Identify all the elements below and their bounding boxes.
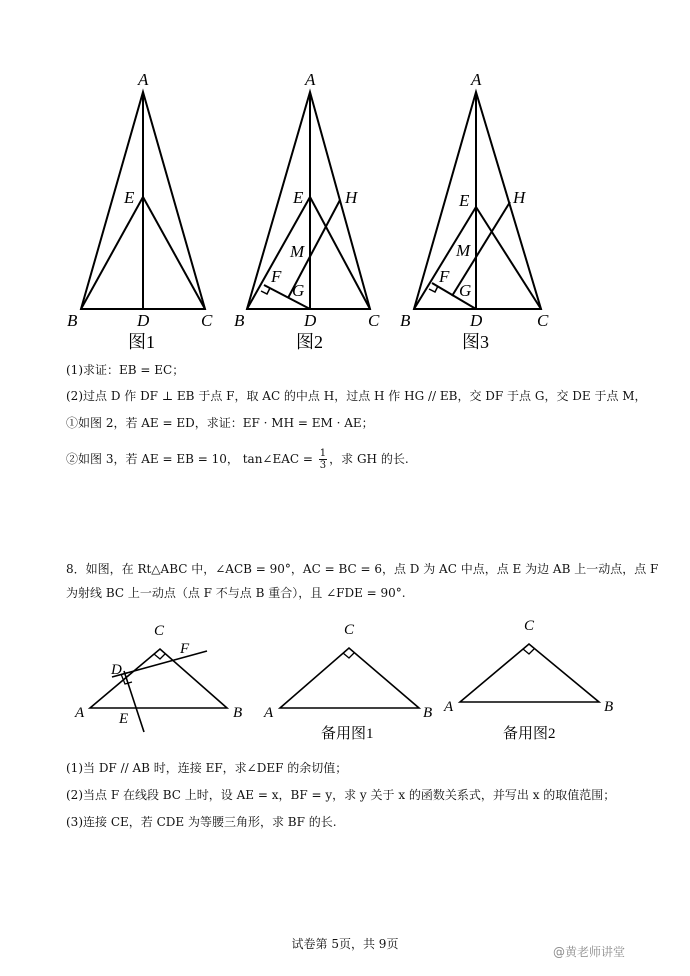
backup2-right-angle-mark	[523, 649, 534, 654]
fig1-label-A: A	[138, 70, 149, 89]
fig2-caption: 图2	[296, 332, 323, 352]
fig3-label-D: D	[470, 311, 483, 330]
q7-fraction-denominator: 3	[319, 460, 327, 471]
fig3-caption: 图3	[462, 332, 489, 352]
fig3-label-E: E	[459, 191, 470, 210]
fig1-caption: 图1	[128, 332, 155, 352]
q8-part2: (2)当点 F 在线段 BC 上时，设 AE = x，BF = y，求 y 关于 x 的函数关系式，并写出 x 的取值范围；	[66, 788, 616, 802]
fig2-label-H: H	[345, 188, 358, 207]
q7-fraction	[319, 448, 327, 471]
fig2-segment-EC	[310, 197, 370, 309]
q8-segment-DF	[112, 651, 207, 677]
backup1-label-C: C	[344, 622, 355, 638]
fig2-label-G: G	[292, 281, 305, 300]
backup2-label-C: C	[524, 618, 535, 634]
fig1-label-D: D	[137, 311, 150, 330]
q8-label-E: E	[119, 711, 129, 727]
fig3-label-C: C	[537, 311, 549, 330]
q7-sub1: ①如图 2，若 AE = ED，求证：EF · MH = EM · AE；	[66, 416, 374, 430]
q8-right-angle-mark-C	[154, 654, 165, 659]
fig1-segment-EB	[81, 197, 143, 309]
page-footer: 试卷第 5页，共 9页	[291, 937, 399, 951]
q7-sub2-prefix: ②如图 3，若 AE = EB = 10， tan∠EAC =	[66, 452, 317, 466]
fig1-label-E: E	[124, 188, 135, 207]
watermark: @黄老师讲堂	[553, 945, 626, 959]
backup1-caption: 备用图1	[321, 726, 374, 742]
fig1-segment-EC	[143, 197, 205, 309]
q8-label-D: D	[111, 662, 122, 678]
q8-label-C: C	[154, 623, 165, 639]
fig3-segment-EC	[476, 207, 541, 309]
fig2-label-B: B	[234, 311, 245, 330]
fig3-label-B: B	[400, 311, 411, 330]
backup1-right-angle-mark	[343, 653, 354, 658]
backup2-label-B: B	[604, 699, 614, 715]
q8-label-A: A	[75, 705, 85, 721]
q8-stem: 8．如图，在 Rt△ABC 中，∠ACB = 90°，AC = BC = 6，点 D 为 AC 中点，点 E 为边 AB 上一动点，点 F 为射线 BC 上一动点（点 F 不与点 B 重合），且 ∠FDE = 90°.	[66, 562, 659, 600]
fig2-label-C: C	[368, 311, 380, 330]
fig3-label-G: G	[459, 281, 472, 300]
fig2-label-M: M	[290, 242, 305, 261]
q7-fraction-numerator: 1	[319, 448, 327, 459]
backup1-label-B: B	[423, 705, 433, 721]
q7-part2: (2)过点 D 作 DF ⊥ EB 于点 F，取 AC 的中点 H，过点 H 作 HG // EB，交 DF 于点 G，交 DE 于点 M，	[66, 389, 647, 403]
q7-sub2-suffix: ，求 GH 的长.	[329, 452, 409, 466]
backup2-label-A: A	[444, 699, 454, 715]
backup1-label-A: A	[264, 705, 274, 721]
fig3-label-A: A	[471, 70, 482, 89]
fig1-label-C: C	[201, 311, 213, 330]
q8-label-F: F	[180, 641, 190, 657]
top-figures	[0, 0, 690, 360]
fig2-label-A: A	[305, 70, 316, 89]
fig3-label-M: M	[456, 241, 471, 260]
q8-part1: (1)当 DF // AB 时，连接 EF，求∠DEF 的余切值；	[66, 761, 348, 775]
q7-part1: (1)求证：EB = EC；	[66, 363, 185, 377]
fig3-label-F: F	[439, 267, 450, 286]
bottom-figures	[0, 610, 690, 750]
q8-part3: (3)连接 CE，若 CDE 为等腰三角形，求 BF 的长.	[66, 815, 337, 829]
q8-label-B: B	[233, 705, 243, 721]
fig2-label-E: E	[293, 188, 304, 207]
fig2-label-D: D	[304, 311, 317, 330]
fig2-label-F: F	[271, 267, 282, 286]
q7-sub2	[66, 448, 409, 471]
fig2-right-angle-mark	[261, 288, 270, 294]
fig1-label-B: B	[67, 311, 78, 330]
fig3-label-H: H	[513, 188, 526, 207]
backup2-caption: 备用图2	[503, 726, 556, 742]
